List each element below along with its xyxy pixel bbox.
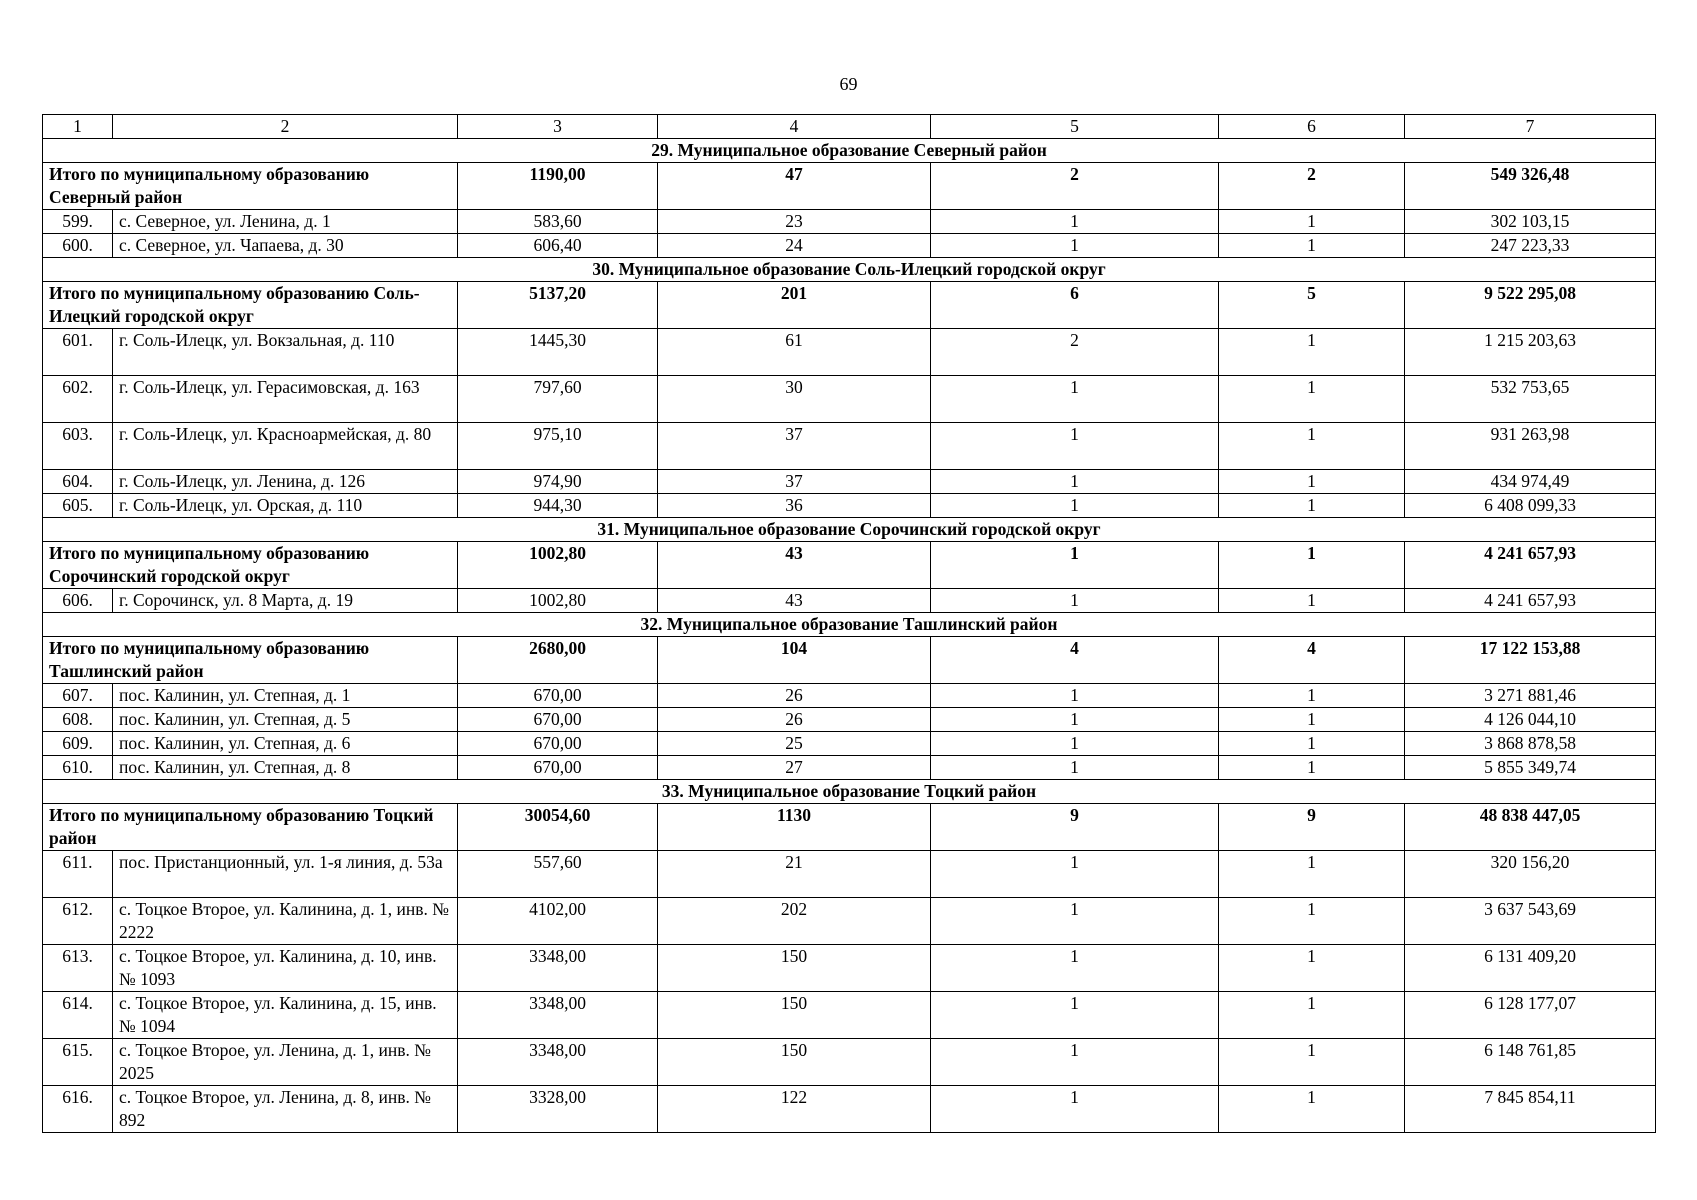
row-col6: 1	[1219, 1039, 1405, 1086]
table-row	[43, 756, 1656, 780]
total-row	[43, 163, 1656, 210]
row-number: 602.	[43, 376, 113, 423]
total-col6: 9	[1219, 804, 1405, 851]
row-address: с. Тоцкое Второе, ул. Ленина, д. 8, инв. № 892	[113, 1086, 458, 1133]
row-col5: 1	[931, 589, 1219, 613]
row-address: пос. Калинин, ул. Степная, д. 1	[113, 684, 458, 708]
total-col6: 5	[1219, 282, 1405, 329]
row-col6: 1	[1219, 732, 1405, 756]
row-address: пос. Пристанционный, ул. 1-я линия, д. 53а	[113, 851, 458, 898]
row-cost: 6 131 409,20	[1405, 945, 1656, 992]
row-area: 1002,80	[458, 589, 658, 613]
total-col4: 47	[658, 163, 931, 210]
row-number: 610.	[43, 756, 113, 780]
row-address: с. Северное, ул. Чапаева, д. 30	[113, 234, 458, 258]
row-number: 600.	[43, 234, 113, 258]
section-title: 30. Муниципальное образование Соль-Илецкий городской округ	[43, 258, 1656, 282]
total-col5: 6	[931, 282, 1219, 329]
row-col5: 1	[931, 708, 1219, 732]
row-area: 1445,30	[458, 329, 658, 376]
row-cost: 3 868 878,58	[1405, 732, 1656, 756]
row-col5: 1	[931, 684, 1219, 708]
table-row	[43, 329, 1656, 376]
row-col5: 1	[931, 1039, 1219, 1086]
row-cost: 1 215 203,63	[1405, 329, 1656, 376]
row-col5: 1	[931, 376, 1219, 423]
row-col6: 1	[1219, 470, 1405, 494]
row-cost: 6 128 177,07	[1405, 992, 1656, 1039]
total-col4: 201	[658, 282, 931, 329]
row-col4: 27	[658, 756, 931, 780]
total-cost: 4 241 657,93	[1405, 542, 1656, 589]
row-col4: 202	[658, 898, 931, 945]
total-label: Итого по муниципальному образованию Северный район	[43, 163, 458, 210]
row-col6: 1	[1219, 992, 1405, 1039]
row-col6: 1	[1219, 708, 1405, 732]
row-area: 974,90	[458, 470, 658, 494]
table-row	[43, 898, 1656, 945]
row-cost: 3 271 881,46	[1405, 684, 1656, 708]
section-title-row	[43, 518, 1656, 542]
row-number: 607.	[43, 684, 113, 708]
row-col4: 150	[658, 1039, 931, 1086]
row-number: 604.	[43, 470, 113, 494]
column-header: 7	[1405, 115, 1656, 139]
column-header: 2	[113, 115, 458, 139]
row-col4: 61	[658, 329, 931, 376]
row-col4: 37	[658, 470, 931, 494]
row-area: 3348,00	[458, 1039, 658, 1086]
section-title-row	[43, 780, 1656, 804]
row-col6: 1	[1219, 851, 1405, 898]
section-title: 31. Муниципальное образование Сорочинский городской округ	[43, 518, 1656, 542]
row-col6: 1	[1219, 898, 1405, 945]
row-number: 614.	[43, 992, 113, 1039]
row-col4: 30	[658, 376, 931, 423]
row-address: с. Северное, ул. Ленина, д. 1	[113, 210, 458, 234]
row-col6: 1	[1219, 423, 1405, 470]
row-number: 606.	[43, 589, 113, 613]
total-cost: 17 122 153,88	[1405, 637, 1656, 684]
row-area: 944,30	[458, 494, 658, 518]
row-address: пос. Калинин, ул. Степная, д. 6	[113, 732, 458, 756]
row-address: г. Соль-Илецк, ул. Герасимовская, д. 163	[113, 376, 458, 423]
total-row	[43, 542, 1656, 589]
table-row	[43, 684, 1656, 708]
row-area: 3348,00	[458, 992, 658, 1039]
total-cost: 549 326,48	[1405, 163, 1656, 210]
table-row	[43, 945, 1656, 992]
total-col5: 1	[931, 542, 1219, 589]
row-number: 616.	[43, 1086, 113, 1133]
table-row	[43, 234, 1656, 258]
section-title: 29. Муниципальное образование Северный район	[43, 139, 1656, 163]
row-area: 797,60	[458, 376, 658, 423]
row-number: 609.	[43, 732, 113, 756]
row-cost: 6 408 099,33	[1405, 494, 1656, 518]
table-row	[43, 210, 1656, 234]
row-number: 601.	[43, 329, 113, 376]
row-col4: 43	[658, 589, 931, 613]
table-row	[43, 992, 1656, 1039]
column-header: 4	[658, 115, 931, 139]
row-number: 603.	[43, 423, 113, 470]
table-row	[43, 732, 1656, 756]
total-cost: 9 522 295,08	[1405, 282, 1656, 329]
table-row	[43, 1086, 1656, 1133]
row-col4: 122	[658, 1086, 931, 1133]
total-col6: 1	[1219, 542, 1405, 589]
total-area: 1190,00	[458, 163, 658, 210]
row-cost: 4 241 657,93	[1405, 589, 1656, 613]
row-number: 612.	[43, 898, 113, 945]
section-title: 32. Муниципальное образование Ташлинский район	[43, 613, 1656, 637]
total-row	[43, 282, 1656, 329]
row-cost: 7 845 854,11	[1405, 1086, 1656, 1133]
total-area: 30054,60	[458, 804, 658, 851]
row-col6: 1	[1219, 684, 1405, 708]
row-address: пос. Калинин, ул. Степная, д. 5	[113, 708, 458, 732]
row-col6: 1	[1219, 756, 1405, 780]
total-col6: 2	[1219, 163, 1405, 210]
row-col4: 24	[658, 234, 931, 258]
row-number: 611.	[43, 851, 113, 898]
row-cost: 247 223,33	[1405, 234, 1656, 258]
column-header: 6	[1219, 115, 1405, 139]
row-area: 3328,00	[458, 1086, 658, 1133]
total-area: 1002,80	[458, 542, 658, 589]
row-cost: 6 148 761,85	[1405, 1039, 1656, 1086]
total-area: 5137,20	[458, 282, 658, 329]
total-col5: 9	[931, 804, 1219, 851]
row-area: 606,40	[458, 234, 658, 258]
row-address: г. Сорочинск, ул. 8 Марта, д. 19	[113, 589, 458, 613]
row-col5: 1	[931, 210, 1219, 234]
total-row	[43, 804, 1656, 851]
total-label: Итого по муниципальному образованию Соль-Илецкий городской округ	[43, 282, 458, 329]
row-number: 599.	[43, 210, 113, 234]
row-cost: 5 855 349,74	[1405, 756, 1656, 780]
section-title-row	[43, 613, 1656, 637]
total-area: 2680,00	[458, 637, 658, 684]
row-address: с. Тоцкое Второе, ул. Ленина, д. 1, инв. № 2025	[113, 1039, 458, 1086]
table-row	[43, 470, 1656, 494]
table-row	[43, 376, 1656, 423]
row-cost: 302 103,15	[1405, 210, 1656, 234]
row-col6: 1	[1219, 494, 1405, 518]
row-cost: 3 637 543,69	[1405, 898, 1656, 945]
row-area: 3348,00	[458, 945, 658, 992]
total-col4: 104	[658, 637, 931, 684]
column-header: 1	[43, 115, 113, 139]
row-col5: 1	[931, 234, 1219, 258]
row-col6: 1	[1219, 210, 1405, 234]
table-row	[43, 708, 1656, 732]
row-area: 670,00	[458, 708, 658, 732]
row-area: 670,00	[458, 756, 658, 780]
row-col4: 21	[658, 851, 931, 898]
table-row	[43, 851, 1656, 898]
row-col6: 1	[1219, 945, 1405, 992]
row-col4: 25	[658, 732, 931, 756]
row-cost: 4 126 044,10	[1405, 708, 1656, 732]
row-col5: 1	[931, 470, 1219, 494]
column-header-row	[43, 115, 1656, 139]
row-col4: 37	[658, 423, 931, 470]
row-area: 583,60	[458, 210, 658, 234]
row-address: с. Тоцкое Второе, ул. Калинина, д. 1, инв. № 2222	[113, 898, 458, 945]
row-address: с. Тоцкое Второе, ул. Калинина, д. 15, инв. № 1094	[113, 992, 458, 1039]
row-col5: 1	[931, 756, 1219, 780]
row-col6: 1	[1219, 329, 1405, 376]
row-col4: 36	[658, 494, 931, 518]
total-col5: 4	[931, 637, 1219, 684]
total-label: Итого по муниципальному образованию Ташлинский район	[43, 637, 458, 684]
row-col5: 1	[931, 851, 1219, 898]
row-area: 670,00	[458, 732, 658, 756]
row-col6: 1	[1219, 234, 1405, 258]
row-address: с. Тоцкое Второе, ул. Калинина, д. 10, инв. № 1093	[113, 945, 458, 992]
row-col4: 23	[658, 210, 931, 234]
row-cost: 320 156,20	[1405, 851, 1656, 898]
row-number: 608.	[43, 708, 113, 732]
row-col5: 1	[931, 732, 1219, 756]
row-col4: 150	[658, 945, 931, 992]
row-col4: 150	[658, 992, 931, 1039]
data-table	[42, 114, 1656, 1133]
row-col5: 1	[931, 423, 1219, 470]
row-number: 615.	[43, 1039, 113, 1086]
row-address: г. Соль-Илецк, ул. Вокзальная, д. 110	[113, 329, 458, 376]
row-number: 605.	[43, 494, 113, 518]
row-col6: 1	[1219, 1086, 1405, 1133]
row-address: г. Соль-Илецк, ул. Красноармейская, д. 80	[113, 423, 458, 470]
total-col5: 2	[931, 163, 1219, 210]
row-address: г. Соль-Илецк, ул. Ленина, д. 126	[113, 470, 458, 494]
row-col6: 1	[1219, 589, 1405, 613]
total-label: Итого по муниципальному образованию Тоцкий район	[43, 804, 458, 851]
row-address: пос. Калинин, ул. Степная, д. 8	[113, 756, 458, 780]
total-col4: 43	[658, 542, 931, 589]
row-cost: 931 263,98	[1405, 423, 1656, 470]
row-col5: 1	[931, 992, 1219, 1039]
table-row	[43, 423, 1656, 470]
row-number: 613.	[43, 945, 113, 992]
row-area: 975,10	[458, 423, 658, 470]
total-row	[43, 637, 1656, 684]
table-row	[43, 494, 1656, 518]
row-col5: 2	[931, 329, 1219, 376]
section-title-row	[43, 258, 1656, 282]
row-col4: 26	[658, 684, 931, 708]
table-row	[43, 589, 1656, 613]
total-cost: 48 838 447,05	[1405, 804, 1656, 851]
total-col4: 1130	[658, 804, 931, 851]
row-address: г. Соль-Илецк, ул. Орская, д. 110	[113, 494, 458, 518]
column-header: 5	[931, 115, 1219, 139]
row-cost: 532 753,65	[1405, 376, 1656, 423]
row-col4: 26	[658, 708, 931, 732]
table-row	[43, 1039, 1656, 1086]
row-col5: 1	[931, 1086, 1219, 1133]
total-col6: 4	[1219, 637, 1405, 684]
section-title-row	[43, 139, 1656, 163]
row-col5: 1	[931, 898, 1219, 945]
total-label: Итого по муниципальному образованию Сорочинский городской округ	[43, 542, 458, 589]
row-area: 4102,00	[458, 898, 658, 945]
column-header: 3	[458, 115, 658, 139]
row-area: 557,60	[458, 851, 658, 898]
row-cost: 434 974,49	[1405, 470, 1656, 494]
row-col5: 1	[931, 494, 1219, 518]
row-area: 670,00	[458, 684, 658, 708]
row-col6: 1	[1219, 376, 1405, 423]
page-number: 69	[839, 74, 858, 94]
row-col5: 1	[931, 945, 1219, 992]
section-title: 33. Муниципальное образование Тоцкий район	[43, 780, 1656, 804]
